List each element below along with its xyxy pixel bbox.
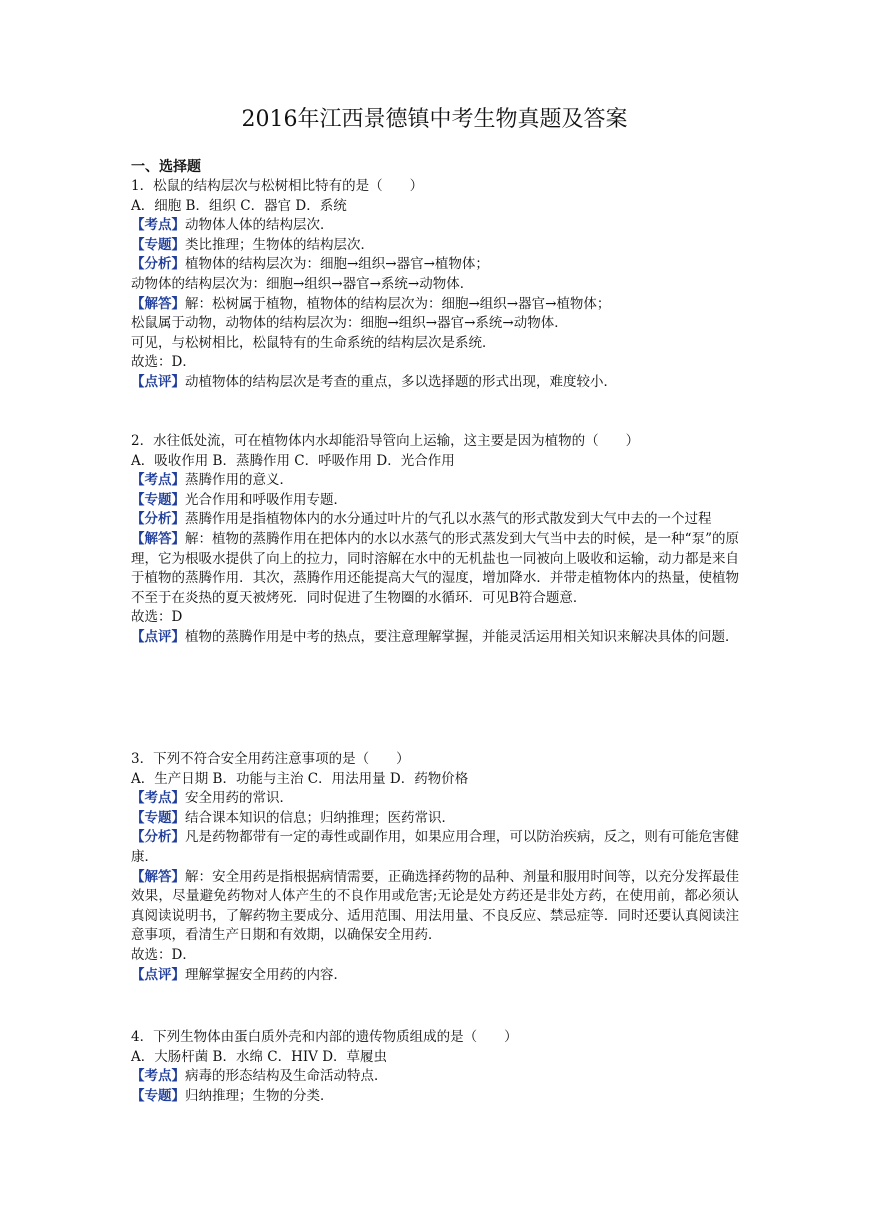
zhuanti-tag: 【专题】 [131,236,185,253]
kaodian-row [131,471,739,491]
question-stem: 3．下列不符合安全用药注意事项的是（ ） [131,751,410,767]
jieda-text: 解：松树属于植物，植物体的结构层次为：细胞→组织→器官→植物体； [185,295,611,312]
kaodian-tag: 【考点】 [131,790,185,807]
section-heading: 一、选择题 [131,159,201,175]
fenxi-row [131,510,739,530]
fenxi-tag: 【分析】 [131,829,186,846]
jieda-tag: 【解答】 [131,295,185,312]
kaodian-text: 安全用药的常识． [185,790,293,807]
zhuanti-tag: 【专题】 [131,1087,185,1104]
question-stem: 4．下列生物体由蛋白质外壳和内部的遗传物质组成的是（ ） [131,1029,518,1045]
zhuanti-text: 类比推理；生物体的结构层次． [185,236,374,253]
page-title: 2016年江西景德镇中考生物真题及答案 [241,107,628,132]
fenxi-text: 蒸腾作用是指植物体内的水分通过叶片的气孔以水蒸气的形式散发到大气中去的一个过程 [185,511,712,528]
dianping-row [131,373,739,393]
dianping-text: 植物的蒸腾作用是中考的热点，要注意理解掌握，并能灵活运用相关知识来解决具体的问题． [185,628,739,645]
jieda-row [131,530,739,608]
question-options: A．细胞 B．组织 C．器官 D．系统 [131,197,347,214]
answer-line: 故选：D． [131,354,196,371]
dianping-row [131,966,739,986]
zhuanti-row [131,236,739,256]
jieda-tag: 【解答】 [131,868,186,885]
question-stem: 1．松鼠的结构层次与松树相比特有的是（ ） [131,178,424,194]
zhuanti-row [131,1087,739,1107]
kaodian-tag: 【考点】 [131,217,185,234]
kaodian-row [131,216,739,236]
jieda-text: 解：安全用药是指根据病情需要，正确选择药物的品种、剂量和服用时间等，以充分发挥最佳效果，尽量避免药物对人体产生的不良作用或危害;无论是处方药还是非处方药，在使用前，都必须认真阅读说明书，了解药物主要成分、适用范围、用法用量、不良反应、禁忌症等．同时还要认真阅读注意事项，看清生产日期和有效期，以确保安全用药． [131,868,740,944]
zhuanti-row [131,809,739,829]
dianping-text: 动植物体的结构层次是考查的重点，多以选择题的形式出现，难度较小． [185,373,617,390]
kaodian-text: 蒸腾作用的意义． [185,472,293,489]
answer-line: 故选：D． [131,946,196,963]
kaodian-tag: 【考点】 [131,472,185,489]
dianping-tag: 【点评】 [131,966,185,983]
dianping-row [131,628,739,648]
zhuanti-row [131,491,739,511]
question-1 [131,177,739,393]
zhuanti-text: 结合课本知识的信息；归纳推理；医药常识． [185,809,455,826]
jieda-row [131,295,739,315]
question-stem: 2．水往低处流，可在植物体内水却能沿导管向上运输，这主要是因为植物的（ ） [131,433,640,449]
dianping-text: 理解掌握安全用药的内容． [185,966,347,983]
question-2 [131,432,739,648]
question-options: A．大肠杆菌 B．水绵 C．HIV D．草履虫 [131,1048,388,1065]
dianping-tag: 【点评】 [131,628,185,645]
jieda-row [131,868,739,946]
zhuanti-text: 归纳推理；生物的分类． [185,1087,334,1104]
zhuanti-text: 光合作用和呼吸作用专题． [185,491,347,508]
fenxi-text: 植物体的结构层次为：细胞→组织→器官→植物体； [185,256,489,273]
answer-line: 故选：D [131,609,183,626]
fenxi-tag: 【分析】 [131,256,185,273]
jieda-text: 解：植物的蒸腾作用在把体内的水以水蒸气的形式蒸发到大气当中去的时候，是一种“泵”的原理，它为根吸水提供了向上的拉力，同时溶解在水中的无机盐也一同被向上吸收和运输，动力都是来自于植物的蒸腾作用．其次，蒸腾作用还能提高大气的湿度，增加降水．并带走植物体内的热量，使植物不至于在炎热的夏天被烤死．同时促进了生物圈的水循环．可见B符合题意． [131,530,740,606]
fenxi-row [131,828,739,867]
fenxi-text: 凡是药物都带有一定的毒性或副作用，如果应用合理，可以防治疾病，反之，则有可能危害健康． [131,829,740,865]
kaodian-text: 病毒的形态结构及生命活动特点． [185,1068,388,1085]
kaodian-tag: 【考点】 [131,1068,185,1085]
dianping-tag: 【点评】 [131,373,185,390]
fenxi-tag: 【分析】 [131,511,185,528]
jieda-tag: 【解答】 [131,530,186,547]
zhuanti-tag: 【专题】 [131,809,185,826]
kaodian-row [131,1067,739,1087]
question-options: A．生产日期 B．功能与主治 C．用法用量 D．药物价格 [131,770,469,787]
kaodian-row [131,789,739,809]
fenxi-row [131,255,739,275]
question-options: A．吸收作用 B．蒸腾作用 C．呼吸作用 D．光合作用 [131,452,455,469]
zhuanti-tag: 【专题】 [131,491,185,508]
question-3 [131,750,739,985]
fenxi-text-line: 动物体的结构层次为：细胞→组织→器官→系统→动物体． [131,275,474,292]
kaodian-text: 动物体人体的结构层次． [185,217,334,234]
jieda-text-line: 松鼠属于动物，动物体的结构层次为：细胞→组织→器官→系统→动物体． [131,315,568,332]
jieda-text-line: 可见，与松树相比，松鼠特有的生命系统的结构层次是系统． [131,334,496,351]
question-4 [131,1028,739,1106]
